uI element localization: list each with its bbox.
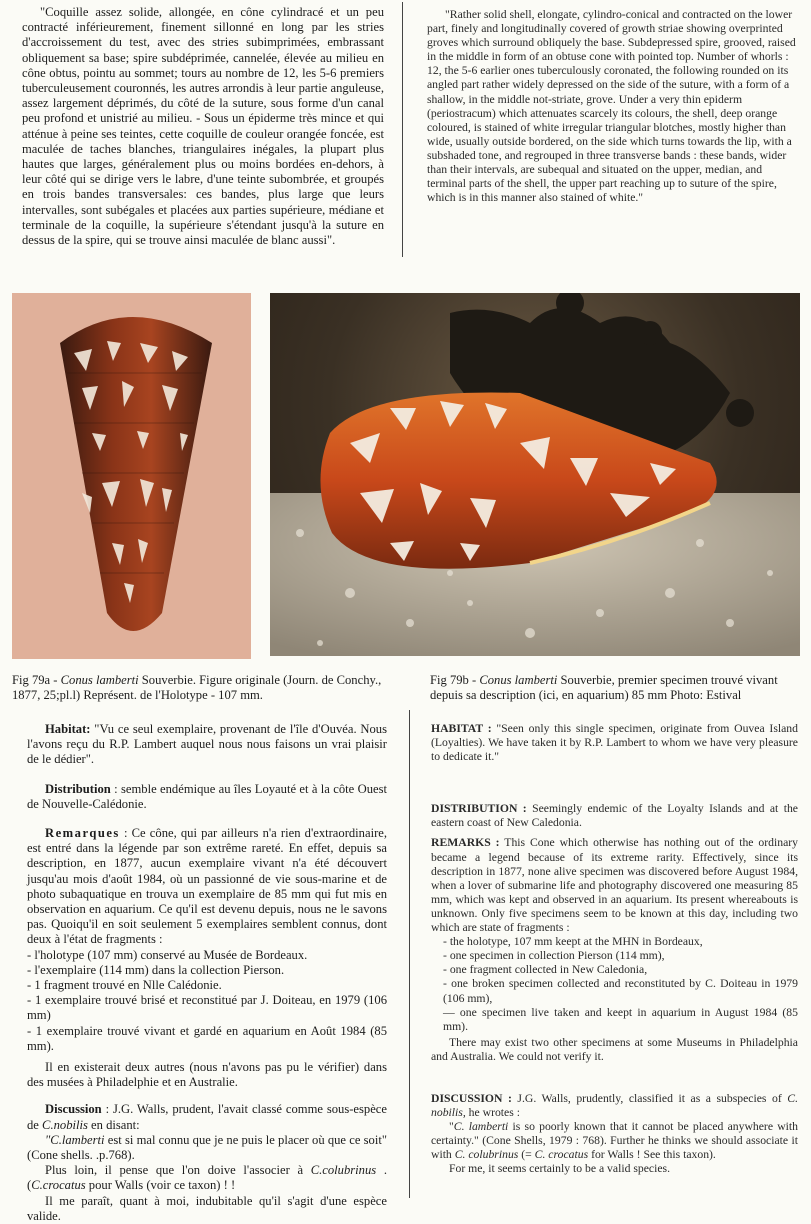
en-discussion-text-2: he wrotes : xyxy=(465,1106,520,1120)
fr-list-item: - l'exemplaire (114 mm) dans la collection Pierson. xyxy=(27,962,285,977)
fr-distribution-label: Distribution xyxy=(45,781,111,796)
figure-79a-illustration xyxy=(12,293,251,659)
fr-further-3: pour Walls (voir ce taxon) ! ! xyxy=(85,1178,236,1193)
caption-79a-fig: Fig 79a - xyxy=(12,673,61,687)
en-discussion-text-1: J.G. Walls, prudently, classified it as a subspecies of xyxy=(511,1091,788,1105)
en-habitat-label: HABITAT : xyxy=(431,722,492,735)
fr-distribution xyxy=(27,782,387,812)
fr-quote-species: "C.lamberti xyxy=(45,1132,105,1147)
en-quote-mid: (= xyxy=(518,1148,535,1162)
french-column xyxy=(27,722,387,1224)
live-cone-photo xyxy=(270,293,800,656)
fr-list-item: - l'holotype (107 mm) conservé au Musée de Bordeaux. xyxy=(27,947,308,962)
fr-list-item: - 1 exemplaire trouvé brisé et reconstitué par J. Doiteau, en 1979 (106 mm) xyxy=(27,993,387,1023)
fr-further-2: . ( xyxy=(27,1163,387,1193)
en-distribution-text: Seemingly endemic of the Loyalty Islands and at the eastern coast of New Caledonia. xyxy=(431,802,798,830)
en-list-item: - one broken specimen collected and reconstituted by C. Doiteau in 1979 (106 mm), xyxy=(443,977,798,1005)
en-quote-species: C. lamberti xyxy=(453,1120,509,1134)
fr-discussion-text-2: en disant: xyxy=(87,1117,140,1132)
en-remarks-label: REMARKS : xyxy=(431,836,500,850)
caption-79a-species: Conus lamberti xyxy=(60,673,139,687)
en-quote xyxy=(431,1120,798,1162)
fr-habitat-text: "Vu ce seul exemplaire, provenant de l'île d'Ouvéa. Nous l'avons reçu du R.P. Lambert auquel nous nous faisons un vrai plaisir de le dédier". xyxy=(27,722,387,767)
en-discussion xyxy=(431,1092,798,1120)
en-habitat-text: "Seen only this single specimen, originate from Ouvea Island (Loyalties). We have taken it by R.P. Lambert to whom we have very pleasure to dedicate it." xyxy=(431,722,798,764)
en-habitat xyxy=(431,722,798,764)
fr-remarques-text: : Ce cône, qui par ailleurs n'a rien d'extraordinaire, est entré dans la légende par son extrême rareté. En effet, depuis sa description, en 1877, aucun exemplaire vivant n'a été découvert jusqu'au mois d'août 1984, où un passionné de vie sous-marine et de photo subaquatique en trouva un exemplaire de 85 mm qui fut mis en observation en aquarium. Ce qu'il est devenu depuis, nous ne le savons pas. Quoiqu'il en soit seulement 5 exemplaires semblent connus, dont deux à l'état de fragments : xyxy=(27,826,387,947)
fr-habitat-label: Habitat: xyxy=(45,722,91,736)
fr-quote xyxy=(27,1133,387,1163)
figure-79b-photo xyxy=(270,293,800,656)
en-list-item: - the holotype, 107 mm keept at the MHN in Bordeaux, xyxy=(443,935,703,949)
caption-79b xyxy=(430,673,802,703)
fr-discussion-text-1: : J.G. Walls, prudent, l'avait classé comme sous-espèce de xyxy=(27,1102,387,1132)
fr-discussion-nobilis: C.nobilis xyxy=(42,1117,88,1132)
fr-list-item: - 1 exemplaire trouvé vivant et gardé en aquarium en Août 1984 (85 mm). xyxy=(27,1023,387,1053)
fr-extra: Il en existerait deux autres (nous n'avons pas pu le vérifier) dans des musées à Philadelphie et en Australie. xyxy=(27,1060,387,1090)
english-description xyxy=(427,8,797,205)
en-list-item: - one fragment collected in New Caledonia, xyxy=(443,963,648,977)
column-divider-bottom xyxy=(409,710,410,1198)
fr-remarques-label: Remarques xyxy=(45,826,120,841)
fr-distribution-text: : semble endémique au îles Loyauté et à la côte Ouest de Nouvelle-Calédonie. xyxy=(27,781,387,811)
fr-remarques xyxy=(27,826,387,948)
en-quote-colubrinus: C. colubrinus xyxy=(454,1148,519,1162)
fr-discussion-label: Discussion xyxy=(45,1102,102,1117)
en-specimen-list xyxy=(431,935,798,1034)
en-quote-end: for Walls ! See this taxon). xyxy=(588,1148,716,1162)
caption-79b-species: Conus lamberti xyxy=(479,673,558,687)
en-discussion-label: DISCUSSION : xyxy=(431,1091,512,1105)
fr-habitat xyxy=(27,722,387,768)
fr-specimen-list xyxy=(27,948,387,1054)
en-distribution-label: DISTRIBUTION : xyxy=(431,802,527,816)
column-divider-top xyxy=(402,2,403,257)
fr-further-crocatus: C.crocatus xyxy=(31,1178,86,1193)
en-list-item: — one specimen live taken and keept in aquarium in August 1984 (85 mm). xyxy=(443,1005,798,1033)
en-remarks-text: This Cone which otherwise has nothing out of the ordinary became a legend because of its extreme rarity. Effectively, since its description in 1877, none alive specimen was discovered before August 1984, when a lover of submarine life and photography discovered one measuring 85 mm, which was kept and observed in an aquarium. Its present whereabouts is unknown. Only five specimens seem to be known at this day, including two which are state of fragments : xyxy=(431,836,798,935)
fr-further xyxy=(27,1163,387,1193)
en-distribution xyxy=(431,802,798,830)
caption-79a-text: Souverbie. Figure originale (Journ. de Conchy., 1877, 25;pl.l) Représent. de l'Holotype - 107 mm. xyxy=(12,673,382,702)
fr-discussion xyxy=(27,1102,387,1132)
fr-conclusion: Il me paraît, quant à moi, indubitable qu'il s'agit d'une espèce valide. xyxy=(27,1193,387,1223)
fr-further-colubrinus: C.colubrinus xyxy=(310,1163,377,1178)
en-extra: There may exist two other specimens at some Museums in Philadelphia and Australia. We could not verify it. xyxy=(431,1035,798,1063)
caption-79b-fig: Fig 79b - xyxy=(430,673,480,687)
en-quote-open: " xyxy=(449,1120,454,1134)
english-description-text: "Rather solid shell, elongate, cylindro-conical and contracted on the lower part, finely and longitudinally covered of growth striae showing overprinted groves which surround obliquely the base. Subdepressed spire, grooved, raised in the middle in form of an obtuse cone with pointed top. Number of whorls : 12, the 5-6 earlier ones tuberculously coronated, the following rounded on its angled part rather widely depressed on the side of the suture, with a form of a shallow, in the middle not-striate, grove. Under a very thin epiderm (periostracum) which attenuates scarcely its colours, the shell, deep orange coloured, is stained of white irregular triangular blotches, mostly higher than wide, usually outside bordered, on the side which turns towards the lip, with a subshaded tone, and regrouped in three transverse bands : these bands, wider than their intervals, are subequal and situated on the upper, median, and terminal parts of the shell, the upper part reaching up to suture of the spire, which is in this manner also stained of white." xyxy=(427,8,796,205)
en-discussion-nobilis: C. nobilis, xyxy=(431,1091,798,1120)
fr-list-item: - 1 fragment trouvé en Nlle Calédonie. xyxy=(27,978,222,993)
en-list-item: - one specimen in collection Pierson (114 mm), xyxy=(443,949,665,963)
en-remarks xyxy=(431,836,798,935)
caption-79b-text: Souverbie, premier specimen trouvé vivant depuis sa description (ici, en aquarium) 85 mm Photo: Estival xyxy=(430,673,778,702)
en-quote-text: is so poorly known that it cannot be placed anywhere with certainty." (Cone Shells, 1979 : 768). Further he thinks we should associate it with xyxy=(431,1120,798,1162)
fr-further-1: Plus loin, il pense que l'on doive l'associer à xyxy=(45,1163,311,1178)
fr-quote-text: est si mal connu que je ne puis le placer où que ce soit" (Cone shells. .p.768). xyxy=(27,1132,387,1163)
french-description xyxy=(22,5,384,248)
en-quote-crocatus: C. crocatus xyxy=(534,1148,589,1162)
en-conclusion: For me, it seems certainly to be a valid species. xyxy=(449,1162,671,1176)
holotype-cone-drawing xyxy=(12,293,251,659)
english-column xyxy=(431,722,798,1177)
french-description-text: "Coquille assez solide, allongée, en cône cylindracé et un peu contracté inférieurement, finement sillonné en long par les stries d'accroissement du test, avec des stries subimprimées, embrassant obliquement sa base; spire subdéprimée, cannelée, élevée au milieu en cône obtus, pointu au sommet; tours au nombre de 12, les 5-6 premiers tuberculeusement couronnés, les autres arrondis à leur partie anguleuse, assez largement déprimés, du côté de la suture, sous forme d'un canal peu profond et unistrié au milieu. - Sous un épiderme très mince et qui atténue à peine ses teintes, cette coquille de couleur orangée foncée, est maculée de taches blanches, triangulaires inégales, la plupart plus hautes que larges, généralement plus ou moins bordées en-dehors, à leur côté qui se dirige vers le labre, d'une teinte subombrée, et groupés en trois bandes transversales: ces bandes, plus large que leurs intervalles, sont subégales et placées aux parties supérieure, médiane et terminale de la coquille, la supérieure s'étendant jusqu'à la suture en dessus de la spire, qui se trouve ainsi maculée de blanc aussi". xyxy=(22,5,384,248)
caption-79a xyxy=(12,673,387,703)
